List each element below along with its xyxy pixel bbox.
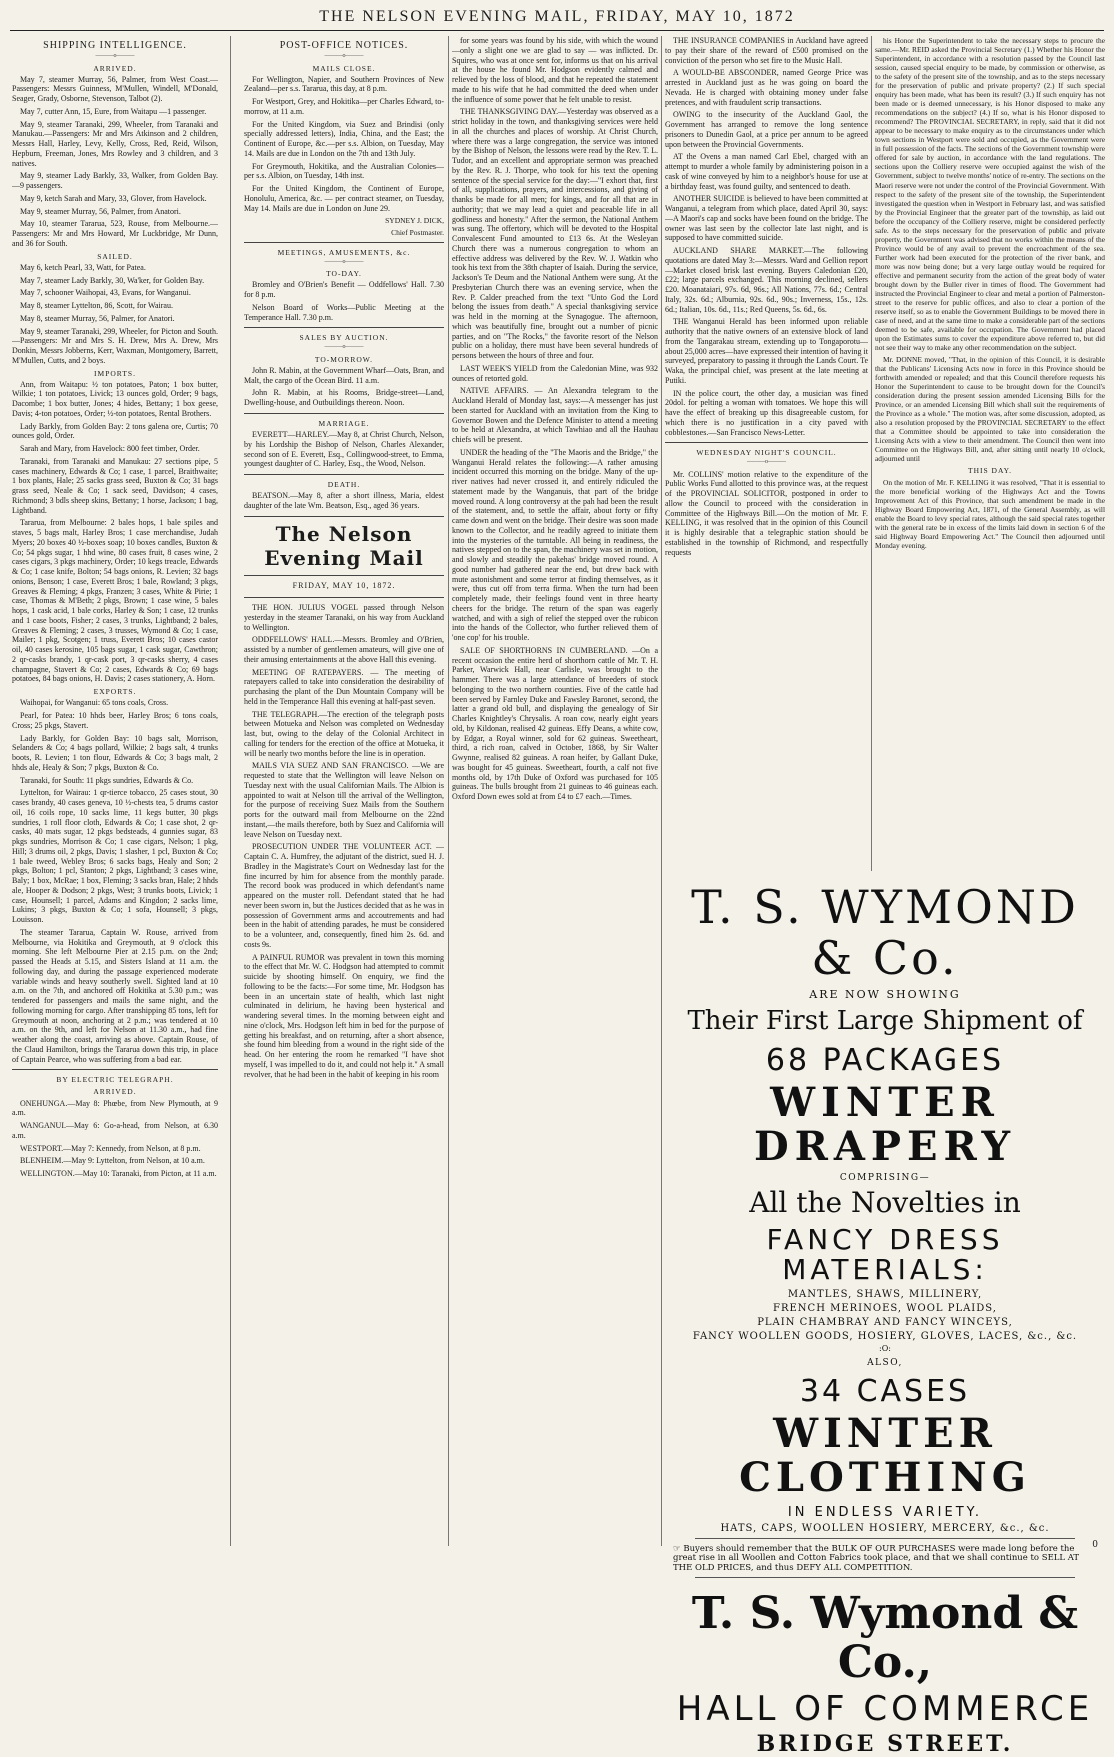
paragraph: For Wellington, Napier, and Southern Provinces of New Zealand—per s.s. Tararua, this day, at 8 p.m. xyxy=(244,74,444,94)
paragraph: BLENHEIM.—May 9: Lyttelton, from Nelson, at 10 a.m. xyxy=(20,1156,205,1166)
column-shipping: SHIPPING INTELLIGENCE. ———o——— ARRIVED. May 7, steamer Murray, 56, Palmer, from West Coast.—Passengers: Messrs Guinness, M'Mullen, Windell, M'Donald, Seager, Grady, Osborne, Stevenson, Talbot (2). May 7, cutter Ann, 15, Eure, from Waitapu —1 passenger. May 9, steamer Taranaki, 299, Wheeler, from Taranaki and Manukau.—Passengers: Mr and Mrs Atkinson and 2 children, Messrs Hall, Harley, Levy, Kelly, Cross, Red, Reid, Wilson, Hepburn, Freeman, Jones, Mrs Rowley and 3 children, and 3 natives. May 9, steamer Lady Barkly, 33, Walker, from Golden Bay.—9 passengers. May 9, ketch Sarah and Mary, 33, Glover, from Havelock. May 9, steamer Murray, 56, Palmer, from Anatori. May 10, steamer Tararua, 523, Rouse, from Melbourne.—Passengers: Mr and Mrs Howard, Mr Luckbridge, Mr Dunn, and 36 for South. SAILED. May 6, ketch Pearl, 33, Watt, for Patea. May 7, steamer Lady Barkly, 30, Wa'ker, for Golden Bay. May 7, schooner Waihopai, 43, Evans, for Wanganui. May 8, steamer Lyttelton, 86, Scott, for Wairau. May 8, steamer Murray, 56, Palmer, for Anatori. May 9, steamer Taranaki, 299, Wheeler, for Picton and South.—Passengers: Mr and Mrs S. H. Drew, Mrs A. Drew, Mrs Donkin, Messrs Jobberns, Kerr, Waxman, Montgomery, Barrett, M'Mullen, Cutts, and 2 boys. IMPORTS. Ann, from Waitapu: ½ ton potatoes, Paton; 1 box butter, Wilkie; 1 ton potatoes, Livick; 13 ounces gold, Order; 9 bags, Dacombe; 1 box butter, Jones; 4 hides, Bettany; 1 box geese, Davis; 4-ton potatoes, Order; ½-ton potatoes, Rental Brothers. Lady Barkly, from Golden Bay: 2 tons galena ore, Curtis; 70 ounces gold, Order. Sarah and Mary, from Havelock: 800 feet timber, Order. Taranaki, from Taranaki and Manukau: 27 sections pipe, 5 cases machinery, Edwards & Co; 1 case, 1 parcel, Braithwaite; 1 box plants, Hale; 25 sacks grass seed, Buxton & Co; 31 bags grass seed, Neale & Co; 1 sack seed, Davidson; 4 cases, Richmond; 3 bdls sheep skins, Bettany; 1 horse, Jackson; 1 bag, Lightband. Tararua, from Melbourne: 2 bales hops, 1 bale spiles and staves, 5 bags malt, Harley Bros; 1 case merchandise, Judah Myers; 20 boxes 40 ½-boxes soap; 10 boxes candles, Buxton & Co; 54 pkgs sugar, 1 hhd wine, 80 cases fruit, 8 cases wine, 2 cases cigars, 3 pkgs machinery, Order; 10 kegs treacle, Edwards & Co; 1 case knife, Bolton; 54 bags onions, R. Levien; 32 bags onions, Benson; 1 case, Everett Bros; 1 bale, Rowland; 3 pkgs, Greaves & Fleming; 4 pkgs, Franzen; 3 cases, White & Pirie; 1 case, Thomas & M'Beth; 2 pkgs, Brown; 1 case wine, 5 bales hops, 1 cask acid, 1 bale corks, Harley & Son; 1 case, 12 trunks and 1 case boots, Fisher; 2 cases, 3 trunks, Lightband; 2 bales, Greaves & Fleming; 2 cases, 3 trusses, Wymond & Co; 1 case, Mailer; 1 pkg, Scotgen; 1 truss, Everett Bros; 10 cases castor oil, 40 cases kerosine, 105 bags sugar, 1 cask sugar, Cawthron; 2 qr-casks brandy, 1 qr-cask port, 3 qr-casks sherry, 4 cases champagne, Stavert & Co; 2 cases, Edwards & Co; 69 bags potatoes, 84 bags onions, H. Davis; 2 cases stationery, A. Horn. EXPORTS. Waihopai, for Wanganui: 65 tons coals, Cross. Pearl, for Patea: 10 hhds beer, Harley Bros; 6 tons coals, Cross; 25 pkgs, Stavert. Lady Barkly, for Golden Bay: 10 bags salt, Morrison, Selanders & Co; 4 bags pollard, Wilkie; 2 bags salt, 4 trunks boots, R. Levien; 1 ton flour, Edwards & Co; 3 bags malt, 2 hhds ale, Healy & Son; 7 pkgs, Buxton & Co. Taranaki, for South: 11 pkgs sundries, Edwards & Co. Lyttelton, for Wairau: 1 qr-tierce tobacco, 25 cases stout, 30 cases brandy, 40 cases geneva, 10 ½-chests tea, 5 drums castor oil, 16 coils rope, 10 sacks lime, 11 kegs butter, 30 pkgs sundries, 1 roll floor cloth, Edwards & Co; 1 case shot, 2 qr-casks, 40 mats sugar, 12 pkgs bedsteads, 4 gunnies sugar, 83 pkgs sundries, Morrison & Co; 1 case cigars, Nelson; 1 pkg, Hill; 3 drums oil, 2 pkgs, Davis; 1 slasher, 1 pcl, Buxton & Co; 1 bale tweed, Webley Bros; 6 sacks bags, Healy and Son; 2 pkgs, Bolton; 1 pcl, Stanton; 2 pkgs, Lightband; 3 cases wine, Baly; 1 box, McRae; 1 box, Fleming; 3 sacks bran, Hale; 2 hhds ale, Hooper & Dodson; 2 pkgs, West; 3 trunks boots, Livick; 1 case, Hounsell; 1 parcel, Adams and Kingdon; 2 sacks lime, Lukins; 3 pkgs, Buxton & Co; 1 sofa, Hounsell; 3 pkgs, Louisson. The steamer Tararua, Captain W. Rouse, arrived from Melbourne, via Hokitika and Greymouth, at 9 o'clock this morning. She left Melbourne Pier at 2.15 p.m. on the 2nd; passed the Heads at 5.15, and Sisters Island at 11 a.m. the following day, and during the passage experienced moderate variable winds and heavy southerly swell. Sighted land at 10 a.m. on the 7th, and anchored off Hokitika at 5.30 p.m.; was tendered for passengers and mails the same night, and the following morning for cargo. After transhipping 85 tons, left for Greymouth at noon, anchoring at 2 p.m.; was tendered at 10 a.m. on the 9th, and left for Nelson at 11.30 a.m., had fine weather along the coast, arriving as above. Captain Rouse, of the Claud Hamilton, brings the Tararua down this trip, in place of Captain Pearce, who was suffering from a bad ear. BY ELECTRIC TELEGRAPH. ARRIVED. ONEHUNGA.—May 8: Phœbe, from New Plymouth, at 9 a.m. WANGANUI.—May 6: Go-a-head, from Nelson, at 6.30 a.m. WESTPORT.—May 7: Kennedy, from Nelson, at 8 p.m. BLENHEIM.—May 9: Lyttelton, from Nelson, at 10 a.m. WELLINGTON.—May 10: Taranaki, from Picton, at 11 a.m. xyxy=(12,40,218,1179)
ad-line: FRENCH MERINOES, WOOL PLAIDS, xyxy=(773,1303,997,1315)
section-title: MEETINGS, AMUSEMENTS, &c. xyxy=(277,247,411,257)
paragraph: May 8, steamer Lyttelton, 86, Scott, for Wairau. xyxy=(20,301,173,311)
subhead: TO-MORROW. xyxy=(314,354,374,364)
articles xyxy=(875,36,1105,463)
auction-list xyxy=(244,366,444,408)
ad-line: 34 CASES xyxy=(799,1373,971,1409)
paragraph: May 8, steamer Murray, 56, Palmer, for Anatori. xyxy=(20,313,175,323)
paragraph: Taranaki, for South: 11 pkgs sundries, Edwards & Co. xyxy=(20,775,194,785)
telegraph-list xyxy=(12,1099,218,1179)
paragraph: Ann, from Waitapu: ½ ton potatoes, Paton; 1 box butter, Wilkie; 1 ton potatoes, Livick; 13 ounces gold, Order; 9 bags, Dacombe; 1 box butter, Jones; 4 hides, Bettany; 1 box geese, Davis; 4-ton potatoes, Order; ½-ton potatoes, Rental Brothers. xyxy=(12,379,218,418)
ad-address: BRIDGE STREET. xyxy=(756,1731,1014,1757)
council-report: On the motion of Mr. F. KELLING it was resolved, "That it is essential to the more beneficial working of the Highways Act and the Towns Improvement Act of this Province, that such amendment be made in the Highway Board Empowering Act, 1871, of the General Assembly, as will enable the Board to levy special rates, although the said special rates together with the general rate be in excess of the limits laid down in section 6 of the said Highway Board Empowering Act." The Council then adjourned until Monday evening. xyxy=(875,477,1105,550)
paragraph: Pearl, for Patea: 10 hhds beer, Harley Bros; 6 tons coals, Cross; 25 pkgs, Stavert. xyxy=(12,711,218,730)
article-tararua: The steamer Tararua, Captain W. Rouse, arrived from Melbourne, via Hokitika and Greymouth, at 9 o'clock this morning. She left Melbourne Pier at 2.15 p.m. on the 2nd; passed the Heads at 5.15, and Sisters Island at 11 a.m. the following day, and during the passage experienced moderate variable winds and heavy southerly swell. Sighted land at 10 a.m. on the 7th, and anchored off Hokitika at 5.30 p.m.; was tendered for passengers and mails the same night, and the following morning for cargo. After transhipping 85 tons, left for Greymouth at noon, anchoring at 2 p.m.; was tendered at 10 a.m. on the 9th, and left for Nelson at 11.30 a.m., had fine weather along the coast, arriving as above. Captain Rouse, of the Claud Hamilton, brings the Tararua down this trip, in place of Captain Pearce, who was suffering from a bad ear. xyxy=(12,927,218,1064)
paragraph: Waihopai, for Wanganui: 65 tons coals, Cross. xyxy=(20,698,169,708)
paragraph: THE TELEGRAPH.—The erection of the telegraph posts between Motueka and Nelson was completed on Wednesday last, but, owing to the delay of the Colonial Architect in calling for tenders for the erection of the office at Motueka, it will be nearly two months before the line is in operation. xyxy=(244,709,444,758)
paragraph: WELLINGTON.—May 10: Taranaki, from Picton, at 11 a.m. xyxy=(20,1169,217,1179)
meetings-list xyxy=(244,280,444,322)
section-title: WEDNESDAY NIGHT'S COUNCIL. xyxy=(696,448,837,458)
articles xyxy=(452,36,658,802)
subhead: ARRIVED. xyxy=(93,1087,137,1097)
paragraph: IN the police court, the other day, a musician was fined 20dol. for pelting a woman with tomatoes. We hope this will have the effect of breaking up this disagreeable custom, for which there is no justification in a city paved with cobblestones.—San Francisco News-Letter. xyxy=(665,388,868,437)
page-mark: 0 xyxy=(1092,1540,1098,1550)
section-title: MARRIAGE. xyxy=(318,418,370,428)
column-news: THE INSURANCE COMPANIES in Auckland have agreed to pay their share of the reward of £500 promised on the conviction of the person who set fire to the Music Hall. A WOULD-BE ABSCONDER, named George Price was arrested in Auckland just as he was going on board the Nevada. He is charged with obtaining money under false pretences, and with fraudulent scrip transactions. OWING to the insecurity of the Auckland Gaol, the Government has arranged to remove the long sentence prisoners to Dunedin Gaol, at a price per annum to be agreed upon between the Provincial Governments. AT the Ovens a man named Carl Ebel, charged with an attempt to murder a whole family by administering poison in a cask of wine conveyed by him to a neighbor's house for use at a birthday feast, was found guilty, and sentenced to death. ANOTHER SUICIDE is believed to have been committed at Wanganui, a telegram from which place, dated April 30, says:—A Maori's cap and socks have been found on the bridge. The owner was last seen by the collector late last night, and is supposed to have committed suicide. AUCKLAND SHARE MARKET.—The following quotations are dated May 3:—Messrs. Ward and Gellion report—Market closed brisk last evening. Buyers Caledonian £20, £22; large parcels exchanged. This morning declined, sellers £20. Moanataiari, 97s. 6d, 96s.; All Nations, 77s. 6d.; Central Italy, 32s. 6d.; Alburnia, 92s. 6d., 90s.; Inverness, 15s., 12s. 6d.; Italian, 10s. 6d., 11s.; Red Queens, 5s. 6d., 6s. THE Wanganui Herald has been informed upon reliable authority that the native owners of an extensive block of land from the Tangarakau stream, extending up to Tongaporotu—about 25,000 acres—have expressed their intention of having it surveyed, preparatory to passing it through the Lands Court. Te Waka, the principal chief, was present at the late meeting at Putiki. IN the police court, the other day, a musician was fined 20dol. for pelting a woman with tomatoes. We hope this will have the effect of breaking up this disagreeable custom, for which there is no justification in a city paved with cobblestones.—San Francisco News-Letter. WEDNESDAY NIGHT'S COUNCIL. ———o——— Mr. COLLINS' motion relative to the expenditure of the Public Works Fund allotted to this province was, at the request of the PROVINCIAL SOLICITOR, postponed in order to allow the Council to proceed with the consideration in Committee of the Highways Bill.—On the motion of Mr. F. KELLING, it was resolved that in the opinion of this Council it is highly desirable that a telegraphic station should be established in the township of Richmond, and respectfully requests xyxy=(665,36,868,557)
ad-line: FANCY WOOLLEN GOODS, HOSIERY, GLOVES, LACES, &c., &c. xyxy=(692,1331,1078,1343)
ad-company-name: T. S. Wymond & Co., xyxy=(691,1588,1079,1688)
ad-company-name: T. S. WYMOND & Co. xyxy=(691,880,1079,985)
imports-list xyxy=(12,380,218,685)
paragraph: May 7, steamer Murray, 56, Palmer, from West Coast.—Passengers: Messrs Guinness, M'Mullen, Windell, M'Donald, Seager, Grady, Osborne, Stevenson, Talbot (2). xyxy=(12,74,218,104)
paragraph: Lady Barkly, from Golden Bay: 2 tons galena ore, Curtis; 70 ounces gold, Order. xyxy=(12,421,218,441)
paragraph: Nelson Board of Works—Public Meeting at the Temperance Hall. 7.30 p.m. xyxy=(244,302,444,322)
paragraph: ODDFELLOWS' HALL.—Messrs. Bromley and O'Brien, assisted by a number of gentlemen amateurs, will give one of their amusing entertainments at the above Hall this evening. xyxy=(244,635,444,664)
paragraph: A PAINFUL RUMOR was prevalent in town this morning to the effect that Mr. W. C. Hodgson had attempted to commit suicide by shooting himself. On enquiry, we find the following to be the facts:—For some time, Mr. Hodgson has been in an uncertain state of health, which last night culminated in delirium, he having been hysterical and wandering several times. In the morning between eight and nine o'clock, Mrs. Hodgson left him in bed for the purpose of getting his breakfast, and on returning, after a short absence, she found him bleeding from a wound in the right side of the head. On her entering the room he remarked "I have shot myself, I was impelled to do it, and could not help it." A small revolver, that he had been in the habit of keeping in his room xyxy=(244,952,444,1079)
paragraph: OWING to the insecurity of the Auckland Gaol, the Government has arranged to remove the long sentence prisoners to Dunedin Gaol, at a price per annum to be agreed upon between the Provincial Governments. xyxy=(665,110,868,149)
ad-line: Their First Large Shipment of xyxy=(687,1006,1083,1037)
ad-line: FANCY DRESS MATERIALS: xyxy=(766,1222,1004,1287)
paragraph: SALE OF SHORTHORNS IN CUMBERLAND. —On a recent occasion the entire herd of shorthorn cattle of Mr. T. H. Parker, Warwick Hall, near Carlisle, was brought to the hammer. There was a large attendance of breeders of stock belonging to the two northern counties. Five of the cattle had been served by Farnley Duke and Fawsley Baronet, second, the latter a grand old bull, and displaying the genealogy of Sir Charles Knightley's Chrysalis. A roan cow, nearly eight years old, by Kildonan, realised 42 guineas. Effy Deans, a white cow, by Edgar, a Royal winner, sold for 62 guineas. Sweetheart, third, a rich roan, calved in October, 1868, by Sir Walter Gwynne, realised 82 guineas. A roan heifer, by Gallant Duke, was bought for 45 guineas. Sweetheart, fourth, a calf not five months old, by 17th Duke of Oxford was purchased for 105 guineas. The bulls brought from 21 guineas to 46 guineas each. Oxford Down ewes sold at from £4 to £7 each.—Times. xyxy=(452,645,658,801)
ad-line: PLAIN CHAMBRAY AND FANCY WINCEYS, xyxy=(757,1317,1013,1329)
section-title: DEATH. xyxy=(327,480,361,489)
column-notices: POST-OFFICE NOTICES. ———o——— MAILS CLOSE. For Wellington, Napier, and Southern Provinces of New Zealand—per s.s. Tararua, this day, at 8 p.m. For Westport, Grey, and Hokitika—per Charles Edward, to-morrow, at 11 a.m. For the United Kingdom, via Suez and Brindisi (only specially addressed letters), India, China, and the East; the Continent of Europe, &c.—per s.s. Albion, on Tuesday, May 14. Mails are due in London on the 7th and 13th July. For Greymouth, Hokitika, and the Australian Colonies—per s.s. Albion, on Tuesday, 14th inst. For the United Kingdom, the Continent of Europe, Honolulu, America, &c. — per contract steamer, on Tuesday, May 14. Mails are due in London on June 29. SYDNEY J. DICK, Chief Postmaster. MEETINGS, AMUSEMENTS, &c. ———o——— TO-DAY. Bromley and O'Brien's Benefit — Oddfellows' Hall. 7.30 for 8 p.m. Nelson Board of Works—Public Meeting at the Temperance Hall. 7.30 p.m. SALES BY AUCTION. ———o——— TO-MORROW. John R. Mabin, at the Government Wharf—Oats, Bran, and Malt, the cargo of the Ocean Bird. 11 a.m. John R. Mabin, at his Rooms, Bridge-street—Land, Dwelling-house, and Outbuildings thereon. Noon. MARRIAGE. EVERETT—HARLEY.—May 8, at Christ Church, Nelson, by his Lordship the Bishop of Nelson, Charles Alexander, second son of E. Everett, Esq., Collingwood-street, to Emma, youngest daughter of C. Harley, Esq., the Wood, Nelson. DEATH. BEATSON.—May 8, after a short illness, Maria, eldest daughter of the late Wm. Beatson, Esq., aged 36 years. The Nelson Evening Mail FRIDAY, MAY 10, 1872. THE HON. JULIUS VOGEL passed through Nelson yesterday in the steamer Taranaki, on his way from Auckland to Wellington. ODDFELLOWS' HALL.—Messrs. Bromley and O'Brien, assisted by a number of gentlemen amateurs, will give one of their amusing entertainments at the above Hall this evening. MEETING OF RATEPAYERS. — The meeting of ratepayers called to take into consideration the desirability of purchasing the plant of the Dun Mountain Company will be held in the Temperance Hall this evening at half-past seven. THE TELEGRAPH.—The erection of the telegraph posts between Motueka and Nelson was completed on Wednesday last, but, owing to the delay of the Colonial Architect in calling for tenders for the erection of the office at Motueka, it will be nearly two months before the line is in operation. MAILS VIA SUEZ AND SAN FRANCISCO. —We are requested to state that the Wellington will leave Nelson on Tuesday next with the usual Californian Mails. The Albion is appointed to wait at Nelson till the arrival of the Wellington, for the purpose of receiving Suez Mails from the Southern ports for the outward mail from Melbourne on the 22nd instant,—the mails therefore, both by Suez and California will leave Nelson on Tuesday next. PROSECUTION UNDER THE VOLUNTEER ACT. — Captain C. A. Humfrey, the adjutant of the district, sued H. J. Bradley in the Magistrate's Court on Wednesday last for the fine incurred by him for absence from the monthly parade. The record book was produced in which defendant's name appeared on the muster roll. Defendant stated that he had never been sworn in, but the Justices decided that as he was in possession of Government arms and accoutrements and had been in the habit of attending parades, he must be considered to be a volunteer, and, consequently, fined him 2s. 6d. and costs 9s. A PAINFUL RUMOR was prevalent in town this morning to the effect that Mr. W. C. Hodgson had attempted to commit suicide by shooting himself. On enquiry, we find the following to be the facts:—For some time, Mr. Hodgson has been in an uncertain state of health, which last night culminated in delirium, he having been hysterical and wandering several times. In the morning between eight and nine o'clock, Mrs. Hodgson left him in bed for the purpose of getting his breakfast, and on returning, after a short absence, she found him bleeding from a wound in the right side of the head. On her entering the room he remarked "I have shot myself, I was impelled to do it, and could not help it." A small revolver, that he had been in the habit of keeping in his room xyxy=(244,40,444,1079)
paragraph: For the United Kingdom, the Continent of Europe, Honolulu, America, &c. — per contract steamer, on Tuesday, May 14. Mails are due in London on June 29. xyxy=(244,184,444,213)
wymond-advertisement xyxy=(665,872,1105,1757)
paragraph: May 7, schooner Waihopai, 43, Evans, for Wanganui. xyxy=(20,288,191,298)
ad-address: HALL OF COMMERCE xyxy=(676,1688,1094,1729)
masthead: THE NELSON EVENING MAIL, FRIDAY, MAY 10, 1872 xyxy=(319,8,795,25)
paragraph: AUCKLAND SHARE MARKET.—The following quotations are dated May 3:—Messrs. Ward and Gellion report—Market closed brisk last evening. Buyers Caledonian £20, £22; large parcels exchanged. This morning declined, sellers £20. Moanataiari, 97s. 6d, 96s.; All Nations, 77s. 6d.; Central Italy, 32s. 6d.; Alburnia, 92s. 6d., 90s.; Inverness, 15s., 12s. 6d.; Italian, 10s. 6d., 11s.; Red Queens, 5s. 6d., 6s. xyxy=(665,246,868,314)
ad-line: ALSO, xyxy=(867,1357,903,1368)
column-rule xyxy=(230,36,231,1546)
ad-line: IN ENDLESS VARIETY. xyxy=(787,1504,983,1520)
subhead: SAILED. xyxy=(97,251,133,261)
column-rule xyxy=(448,36,449,1546)
paragraph: ANOTHER SUICIDE is believed to have been committed at Wanganui, a telegram from which place, dated April 30, says:—A Maori's cap and socks have been found on the bridge. The owner was last seen by the collector late last night, and is supposed to have committed suicide. xyxy=(665,194,868,243)
ad-line: All the Novelties in xyxy=(749,1185,1021,1219)
column-council xyxy=(875,36,1105,866)
paragraph: THE HON. JULIUS VOGEL passed through Nelson yesterday in the steamer Taranaki, on his way from Auckland to Wellington. xyxy=(244,603,444,632)
ad-note: ☞ Buyers should remember that the BULK OF OUR PURCHASES were made long before the great rise in all Woollen and Cotton Fabrics took place, and that we shall continue to SELL AT THE OLD PRICES, and thus DEFY ALL COMPETITION. xyxy=(673,1544,1080,1573)
dateline: FRIDAY, MAY 10, 1872. xyxy=(292,581,396,591)
articles xyxy=(244,603,444,1079)
ad-line: WINTER CLOTHING xyxy=(739,1409,1031,1501)
paragraph: Lady Barkly, for Golden Bay: 10 bags salt, Morrison, Selanders & Co; 4 bags pollard, Wilkie; 2 bags salt, 4 trunks boots, R. Levien; 1 ton flour, Edwards & Co; 3 bags malt, 2 hhds ale, Healy & Son; 7 pkgs, Buxton & Co. xyxy=(12,733,218,772)
paragraph: Tararua, from Melbourne: 2 bales hops, 1 bale spiles and staves, 5 bags malt, Harley Bros; 1 case merchandise, Judah Myers; 20 boxes 40 ½-boxes soap; 10 boxes candles, Buxton & Co; 54 pkgs sugar, 1 hhd wine, 80 cases fruit, 8 cases wine, 2 cases cigars, 3 pkgs machinery, Order; 10 kegs treacle, Edwards & Co; 1 case knife, Bolton; 54 bags onions, R. Levien; 32 bags onions, Benson; 1 case, Everett Bros; 1 bale, Rowland; 3 pkgs, Greaves & Fleming; 4 pkgs, Franzen; 3 cases, White & Pirie; 1 case, Thomas & M'Beth; 2 pkgs, Brown; 1 case wine, 5 bales hops, 1 cask acid, 1 bale corks, Harley & Son; 1 case, 12 trunks and 1 case boots, Fisher; 2 cases, 3 trunks, Lightband; 2 bales, Greaves & Fleming; 2 cases, 3 trusses, Wymond & Co; 1 case, Mailer; 1 pkg, Scotgen; 1 truss, Everett Bros; 10 cases castor oil, 40 cases kerosine, 105 bags sugar, 1 cask sugar, Cawthron; 2 qr-casks brandy, 1 qr-cask port, 3 qr-casks sherry, 4 cases champagne, Stavert & Co; 2 cases, Edwards & Co; 69 bags potatoes, 84 bags onions, H. Davis; 2 cases stationery, A. Horn. xyxy=(12,518,218,684)
section-title: SHIPPING INTELLIGENCE. xyxy=(43,40,187,51)
paragraph: John R. Mabin, at the Government Wharf—Oats, Bran, and Malt, the cargo of the Ocean Bird. 11 a.m. xyxy=(244,365,444,385)
masthead-rule xyxy=(10,30,1104,31)
marriage-notice: EVERETT—HARLEY.—May 8, at Christ Church, Nelson, by his Lordship the Bishop of Nelson, Charles Alexander, second son of E. Everett, Esq., Collingwood-street, to Emma, youngest daughter of C. Harley, Esq., the Wood, Nelson. xyxy=(244,430,444,469)
paragraph: AT the Ovens a man named Carl Ebel, charged with an attempt to murder a whole family by administering poison in a cask of wine conveyed by him to a neighbor's house for use at a birthday feast, was found guilty, and sentenced to death. xyxy=(665,152,868,191)
section-title: SALES BY AUCTION. xyxy=(299,333,389,343)
paragraph: Lyttelton, for Wairau: 1 qr-tierce tobacco, 25 cases stout, 30 cases brandy, 40 cases geneva, 10 ½-chests tea, 5 drums castor oil, 16 coils rope, 10 sacks lime, 11 kegs butter, 30 pkgs sundries, 1 roll floor cloth, Edwards & Co; 1 case shot, 2 qr-casks, 40 mats sugar, 12 pkgs bedsteads, 4 gunnies sugar, 83 pkgs sundries, Morrison & Co; 1 case cigars, Nelson; 1 pkg, Hill; 3 drums oil, 2 pkgs, Davis; 1 slasher, 1 pcl, Buxton & Co; 1 bale tweed, Webley Bros; 6 sacks bags, Healy and Son; 2 pkgs, Bolton; 1 pcl, Stanton; 2 pkgs, Lightband; 3 cases wine, Baly; 1 box, McRae; 1 box, Fleming; 3 sacks bran, Hale; 2 hhds ale, Hooper & Dodson; 2 pkgs, West; 3 trunks boots, Livick; 1 case, Hounsell; 1 parcel, Adams and Kingdon; 2 sacks lime, Lukins; 3 pkgs, Buxton & Co; 1 sofa, Hounsell; 3 pkgs, Louisson. xyxy=(12,788,218,925)
column-rule xyxy=(871,36,872,871)
paragraph: THE Wanganui Herald has been informed upon reliable authority that the native owners of an extensive block of land from the Tangarakau stream, extending up to Tongaporotu—about 25,000 acres—have expressed their intention of having it surveyed, preparatory to passing it through the Lands Court. Te Waka, the principal chief, was present at the late meeting at Putiki. xyxy=(665,317,868,385)
ad-line: ARE NOW SHOWING xyxy=(809,988,961,1002)
ad-ornament: :O: xyxy=(879,1344,891,1354)
exports-list xyxy=(12,698,218,925)
paragraph: WESTPORT.—May 7: Kennedy, from Nelson, at 8 p.m. xyxy=(20,1143,201,1153)
signature-title: Chief Postmaster. xyxy=(391,227,444,237)
paragraph: MAILS VIA SUEZ AND SAN FRANCISCO. —We are requested to state that the Wellington will leave Nelson on Tuesday next with the usual Californian Mails. The Albion is appointed to wait at Nelson till the arrival of the Wellington, for the purpose of receiving Suez Mails from the Southern ports for the outward mail from Melbourne on the 22nd instant,—the mails therefore, both by Suez and California will leave Nelson on Tuesday next. xyxy=(244,761,444,839)
paragraph: For Westport, Grey, and Hokitika—per Charles Edward, to-morrow, at 11 a.m. xyxy=(244,97,444,116)
paragraph: May 9, ketch Sarah and Mary, 33, Glover, from Havelock. xyxy=(20,193,207,203)
paragraph: May 10, steamer Tararua, 523, Rouse, from Melbourne.—Passengers: Mr and Mrs Howard, Mr Luckbridge, Mr Dunn, and 36 for South. xyxy=(12,219,218,248)
subhead: TO-DAY. xyxy=(326,269,362,279)
paragraph: For the United Kingdom, via Suez and Brindisi (only specially addressed letters), India, China, and the East; the Continent of Europe, &c.—per s.s. Albion, on Tuesday, May 14. Mails are due in London on the 7th and 13th July. xyxy=(244,119,444,158)
sailed-list xyxy=(12,263,218,366)
section-title: POST-OFFICE NOTICES. xyxy=(279,40,409,51)
subhead: THIS DAY. xyxy=(967,466,1012,476)
arrived-list xyxy=(12,75,218,249)
paragraph: Bromley and O'Brien's Benefit — Oddfellows' Hall. 7.30 for 8 p.m. xyxy=(244,280,444,300)
paper-banner: The Nelson Evening Mail xyxy=(264,521,424,571)
paragraph: May 6, ketch Pearl, 33, Watt, for Patea. xyxy=(20,262,146,272)
articles xyxy=(665,36,868,437)
paragraph: May 7, steamer Lady Barkly, 30, Wa'ker, for Golden Bay. xyxy=(20,275,205,285)
paragraph: May 9, steamer Murray, 56, Palmer, from Anatori. xyxy=(20,206,181,216)
ad-line: WINTER DRAPERY xyxy=(753,1078,1017,1170)
paragraph: WANGANUI.—May 6: Go-a-head, from Nelson, at 6.30 a.m. xyxy=(12,1121,218,1140)
paragraph: NATIVE AFFAIRS. — An Alexandra telegram to the Auckland Herald of Monday last, says:—A messenger has just been started for Auckland with an invitation from the King to Governor Bowen and the Defence Minister to attend a meeting to be held at Alexandra, at which Tawhiao and all the Hauhau chiefs will be present. xyxy=(452,386,658,444)
paragraph: THE THANKSGIVING DAY.—Yesterday was observed as a strict holiday in the town, and thanksgiving services were held in all the churches and places of worship. At Christ Church, where there was a large congregation, the service was intoned by the Bishop of Nelson, the lessons were read by the Rev. T. L. Tudor, and an excellent and appropriate sermon was preached by the Rev. R. J. Thorpe, who took for his text the opening sentence of the special service for the day:—"I exhort that, first of all, supplications, prayers, and intercessions, and giving of thanks be made for all men; for kings, and for all that are in authority; that we may lead a quiet and peaceable life in all godliness and honesty." After the sermon, the National Anthem was sung. The offertory, which will be devoted to the Hospital Convalescent Fund amounted to £13 6s. At the Wesleyan Church there was a numerous congregation to whom an effective address was delivered by the Rev. W. J. Watkin who took his text from the 38th chapter of Isaiah. During the service, Jackson's Te Deum and the National Anthem were sung. At the Presbyterian Church there was an evening service, when the Rev. P. Calder preached from the text "Unto God the Lord belong the issues from death." A special thanksgiving service was held in the morning at the Synagogue. The afternoon, which was beautifully fine, brought out a number of picnic parties, and on "The Rocks," the favorite resort of the Nelson public on a holiday, there must have been several hundreds of persons between the hours of three and four. xyxy=(452,107,658,360)
paragraph: ONEHUNGA.—May 8: Phœbe, from New Plymouth, at 9 a.m. xyxy=(12,1098,218,1118)
paragraph: May 9, steamer Taranaki, 299, Wheeler, from Taranaki and Manukau.—Passengers: Mr and Mrs Atkinson and 2 children, Messrs Hall, Harley, Levy, Kelly, Cross, Red, Reid, Wilson, Hepburn, Freeman, Jones, Mrs Rowley and 3 children, and 3 natives. xyxy=(12,119,218,168)
column-articles xyxy=(452,36,658,1546)
subhead: BY ELECTRIC TELEGRAPH. xyxy=(56,1075,174,1085)
signature: SYDNEY J. DICK, xyxy=(385,216,444,226)
subhead: MAILS CLOSE. xyxy=(312,63,376,73)
ad-line: 68 PACKAGES xyxy=(765,1042,1005,1078)
paragraph: LAST WEEK'S YIELD from the Caledonian Mine, was 932 ounces of retorted gold. xyxy=(452,363,658,383)
paragraph: May 9, steamer Taranaki, 299, Wheeler, for Picton and South.—Passengers: Mr and Mrs S. H. Drew, Mrs A. Drew, Mrs Donkin, Messrs Jobberns, Kerr, Waxman, Montgomery, Barrett, M'Mullen, Cutts, and 2 boys. xyxy=(12,326,218,365)
ad-line: MANTLES, SHAWS, MILLINERY, xyxy=(787,1289,983,1301)
paragraph: MEETING OF RATEPAYERS. — The meeting of ratepayers called to take into consideration the desirability of purchasing the plant of the Dun Mountain Company will be held in the Temperance Hall this evening at half-past seven. xyxy=(244,667,444,706)
paragraph: A WOULD-BE ABSCONDER, named George Price was arrested in Auckland just as he was going on board the Nevada. He is charged with obtaining money under false pretences, and with fraudulent scrip transactions. xyxy=(665,68,868,107)
mails-list xyxy=(244,75,444,214)
paragraph: UNDER the heading of the "The Maoris and the Bridge," the Wanganui Herald relates the following:—A rather amusing incident occurred this morning on the bridge. Many of the up-river natives had never crossed it, and entirely ridiculed the statement made by the Wanganuis, that part of the bridge moved round. A long controversy at the pah had been the result of the statement, and, to settle the affair, about forty or fifty came down and went on the bridge. Their desire was soon made known to the Collector, and he readily agreed to initiate them into the mysteries of the turntable. All being in readiness, the natives stepped on to the span, the machinery was set in motion, and slowly and steadily the pakehas' bridge moved round. A good number had gathered near the end, but drew back with mute astonishment and some terror at finding themselves, as it were, thus cut off from terra firma. When the turn had been completely made, their feelings found vent in three hearty cheers for the bridge. The return of the span was eagerly watched, and with a sigh of relief the stepped over the rubicon into the hands of the Collector, who further relieved them of 'one cop' for his trouble. xyxy=(452,447,658,642)
paragraph: John R. Mabin, at his Rooms, Bridge-street—Land, Dwelling-house, and Outbuildings thereon. Noon. xyxy=(244,388,444,408)
paragraph: PROSECUTION UNDER THE VOLUNTEER ACT. — Captain C. A. Humfrey, the adjutant of the district, sued H. J. Bradley in the Magistrate's Court on Wednesday last for the fine incurred by him for absence from the monthly parade. The record book was produced in which defendant's name appeared on the muster roll. Defendant stated that he had never been sworn in, but the Justices decided that as he was in possession of Government arms and accoutrements and had been in the habit of attending parades, he must be considered to be a volunteer, and, consequently, fined him 2s. 6d. and costs 9s. xyxy=(244,842,444,949)
paragraph: May 7, cutter Ann, 15, Eure, from Waitapu —1 passenger. xyxy=(20,106,207,116)
subhead: ARRIVED. xyxy=(93,63,137,73)
paragraph: May 9, steamer Lady Barkly, 33, Walker, from Golden Bay.—9 passengers. xyxy=(12,171,218,191)
ad-line: COMPRISING— xyxy=(839,1172,931,1183)
death-notice: BEATSON.—May 8, after a short illness, Maria, eldest daughter of the late Wm. Beatson, Esq., aged 36 years. xyxy=(244,491,444,510)
paragraph: Sarah and Mary, from Havelock: 800 feet timber, Order. xyxy=(20,444,200,454)
paragraph: For Greymouth, Hokitika, and the Australian Colonies—per s.s. Albion, on Tuesday, 14th inst. xyxy=(244,161,444,181)
subhead: EXPORTS. xyxy=(93,687,137,697)
column-rule xyxy=(661,36,662,1546)
paragraph: his Honor the Superintendent to take the necessary steps to procure the same.—Mr. REID asked the Provincial Secretary (1.) Whether his Honor the Superintendent, in accordance with a resolution passed by the Council last session, caused special enquiry to be made, by commission or otherwise, as to the safety of the present site of the township, and as to the steps necessary for the preservation of public and private property? (2.) If such special enquiry has been made, what has been its result? (3.) If such enquiry has not been made or is deemed unnecessary, is his Honor disposed to make any recommendations on the subject? (4.) If so, what is his Honor disposed to recommend? The PROVINCIAL SECRETARY, in reply, said that it did not appear to be necessary to make enquiry as to the circumstances under which town sections in Westport were sold and occupied, as the Government were in full possession of the facts. The sections of the Government township were offered for sale by auction, in accordance with the land regulations. The sections upon the Colliery reserve were occupied against the wish of the Government, subject to twelve months' notice of re-entry. The sections on the Maori reserve were not under the control of the Provincial Government. With respect to the safety of the present site of the township, the Superintendent investigated the question when in Westport in February last, and was satisfied by the Provincial Engineer that the greater part of the township, as laid out before the occupancy of the Colliery reserve, might be considered perfectly safe. As to the steps necessary for the preservation of public and private property, the Government was advised that no works within the means of the Province would be of any avail to prevent the encroachment of the sea. Further work had been executed for the protection of the river bank, and more was now being done; but a very large outlay would be required for effective and permanent security from the action of the great body of water brought down by the Buller river in times of flood. The Government had instructed the Provincial Engineer to clear and metal a portion of Palmerston-street to the reserve for public offices, and also to clear a portion of the reserve itself, so as to enable the Government Buildings to be moved there in case of need, and at the same time to make a considerable part of the sections deemed to be safe, available for occupation. The Government had placed upon the Estimates sums to cover the expenditure above referred to, but did not see their way to make any other recommendation on the subject. xyxy=(875,36,1105,353)
ad-line: HATS, CAPS, WOOLLEN HOSIERY, MERCERY, &c., &c. xyxy=(720,1523,1050,1535)
paragraph: for some years was found by his side, with which the wound—only a slight one we are glad to say — was inflicted. Dr. Squires, who was at once sent for, informs us that on his arrival at the house he found Mr. Hodgson evidently calmed and relieved by the loss of blood, and that he repeated the statement made to his wife that he had committed the deed when under the influence of some power that he felt unable to resist. xyxy=(452,36,658,104)
council-report: Mr. COLLINS' motion relative to the expenditure of the Public Works Fund allotted to this province was, at the request of the PROVINCIAL SOLICITOR, postponed in order to allow the Council to proceed with the consideration in Committee of the Highways Bill.—On the motion of Mr. F. KELLING, it was resolved that in the opinion of this Council it is highly desirable that a telegraphic station should be established in the township of Richmond, and respectfully requests xyxy=(665,469,868,557)
subhead: IMPORTS. xyxy=(94,368,136,378)
paragraph: THE INSURANCE COMPANIES in Auckland have agreed to pay their share of the reward of £500 promised on the conviction of the person who set fire to the Music Hall. xyxy=(665,36,868,65)
paragraph: Taranaki, from Taranaki and Manukau: 27 sections pipe, 5 cases machinery, Edwards & Co; 1 case, 1 parcel, Braithwaite; 1 box plants, Hale; 25 sacks grass seed, Buxton & Co; 31 bags grass seed, Neale & Co; 1 sack seed, Davidson; 4 cases, Richmond; 3 bdls sheep skins, Bettany; 1 horse, Jackson; 1 bag, Lightband. xyxy=(12,456,218,515)
paragraph: Mr. DONNE moved, "That, in the opinion of this Council, it is desirable that the Publicans' Licensing Acts now in force in this Province should be forthwith amended or repealed; and that this Council therefore requests his Honor the Superintendent to cause to be brought down for the Council's consideration during the present session amended Licensing Bills for the Province, or an amended Licensing Bill which shall suit the requirements of the Province as a whole." The motion was, after some discussion, adopted, as also a resolution proposed by the PROVINCIAL SECRETARY to the effect that a Committee should be appointed to take into consideration the Licensing Acts with a view to their amendment. The Council then went into Committee on the Highways Bill, and, after sitting until nearly 10 o'clock, adjourned until xyxy=(875,355,1105,464)
